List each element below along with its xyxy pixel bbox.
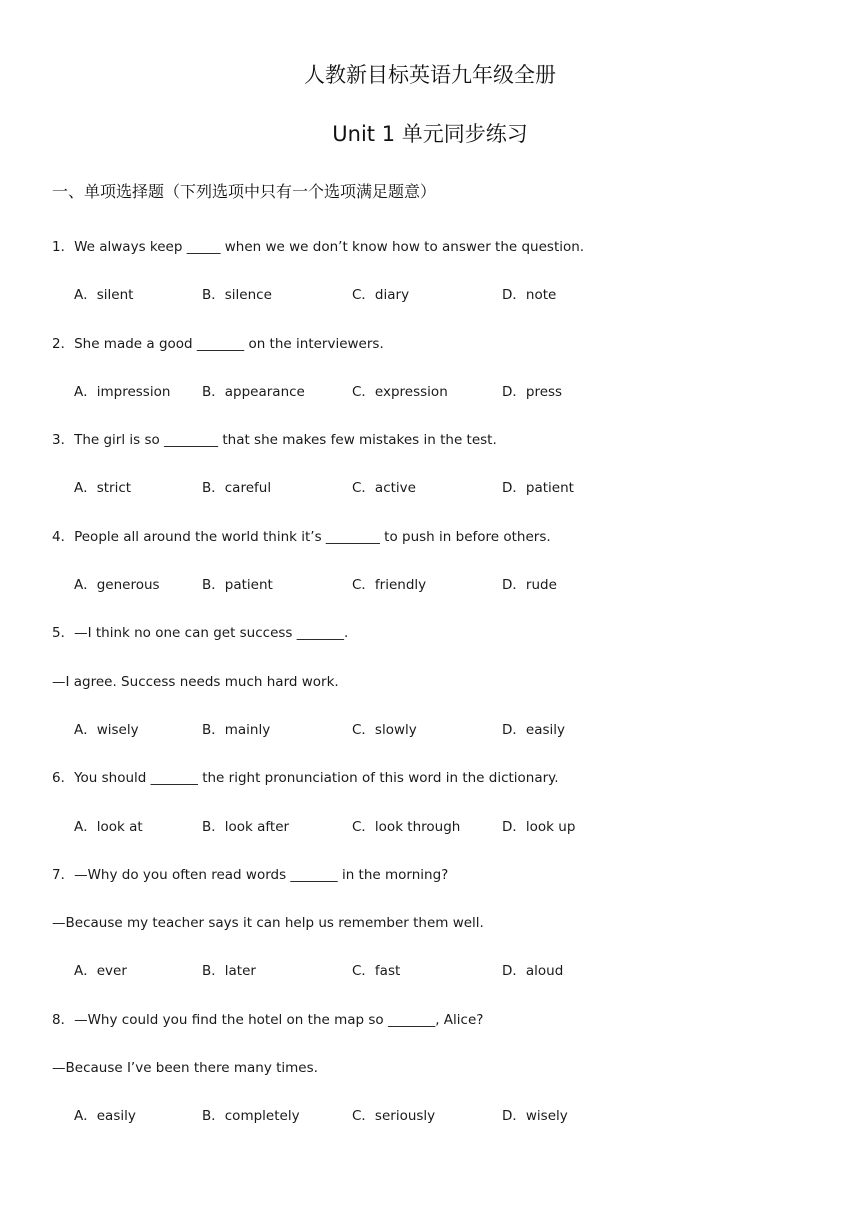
option-c: C．fast — [352, 963, 401, 980]
option-c: C．look through — [352, 818, 461, 835]
question-options-row — [0, 378, 860, 426]
document-subtitle: Unit 1 单元同步练习 — [332, 122, 528, 146]
question-stem: 3．The girl is so ________ that she makes few mistakes in the test. — [52, 432, 497, 449]
option-a: A．impression — [74, 383, 171, 400]
option-a: A．silent — [74, 287, 134, 304]
option-a: A．generous — [74, 577, 160, 594]
option-b: B．mainly — [202, 721, 271, 738]
question-stem-row — [0, 1006, 860, 1054]
option-b: B．careful — [202, 480, 272, 497]
question-stem: 6．You should _______ the right pronunciation of this word in the dictionary. — [52, 770, 559, 787]
option-b: B．look after — [202, 818, 290, 835]
option-a: A．easily — [74, 1108, 136, 1125]
option-c: C．slowly — [352, 721, 417, 738]
question-reply-row — [0, 668, 860, 716]
option-d: D．wisely — [502, 1108, 568, 1125]
option-c: C．friendly — [352, 577, 427, 594]
option-b: B．patient — [202, 577, 273, 594]
question-stem: 1．We always keep _____ when we we don’t know how to answer the question. — [52, 239, 585, 255]
question-options-row — [0, 813, 860, 861]
question-stem-row — [0, 523, 860, 571]
option-b: B．completely — [202, 1108, 300, 1125]
option-c: C．seriously — [352, 1108, 436, 1125]
option-a: A．strict — [74, 480, 132, 497]
option-c: C．diary — [352, 287, 410, 304]
question-stem-row — [0, 619, 860, 667]
question-stem-row — [0, 426, 860, 474]
question-reply: —I agree. Success needs much hard work. — [52, 673, 339, 690]
option-a: A．look at — [74, 818, 143, 835]
question-options-row — [0, 281, 860, 329]
option-c: C．active — [352, 480, 416, 497]
question-stem: 8．—Why could you find the hotel on the map so _______, Alice? — [52, 1011, 484, 1028]
question-options-row — [0, 474, 860, 522]
question-reply-row — [0, 1054, 860, 1102]
option-c: C．expression — [352, 383, 448, 400]
question-options-row — [0, 716, 860, 764]
document-title: 人教新目标英语九年级全册 — [304, 63, 556, 87]
option-d: D．note — [502, 287, 557, 304]
question-stem: 2．She made a good _______ on the interviewers. — [52, 335, 384, 352]
option-d: D．press — [502, 383, 563, 400]
question-stem-row — [0, 861, 860, 909]
option-d: D．patient — [502, 480, 574, 497]
question-stem: 7．—Why do you often read words _______ in the morning? — [52, 866, 449, 883]
question-options-row — [0, 1102, 860, 1150]
option-a: A．wisely — [74, 721, 139, 738]
question-reply: —Because my teacher says it can help us remember them well. — [52, 915, 484, 932]
question-options-row — [0, 957, 860, 1005]
option-b: B．silence — [202, 287, 272, 304]
question-stem: 5．—I think no one can get success _______. — [52, 625, 349, 642]
question-stem-row — [0, 233, 860, 281]
option-d: D．look up — [502, 818, 576, 835]
option-d: D．rude — [502, 577, 557, 594]
question-stem-row — [0, 330, 860, 378]
question-options-row — [0, 571, 860, 619]
question-stem-row — [0, 764, 860, 812]
option-b: B．later — [202, 963, 256, 980]
option-a: A．ever — [74, 963, 127, 980]
option-b: B．appearance — [202, 383, 305, 400]
section-heading: 一、单项选择题（下列选项中只有一个选项满足题意） — [52, 182, 437, 201]
option-d: D．easily — [502, 721, 565, 738]
question-list — [0, 233, 860, 1151]
option-d: D．aloud — [502, 963, 564, 980]
question-reply: —Because I’ve been there many times. — [52, 1060, 318, 1077]
question-reply-row — [0, 909, 860, 957]
question-stem: 4．People all around the world think it’s ________ to push in before others. — [52, 528, 551, 545]
